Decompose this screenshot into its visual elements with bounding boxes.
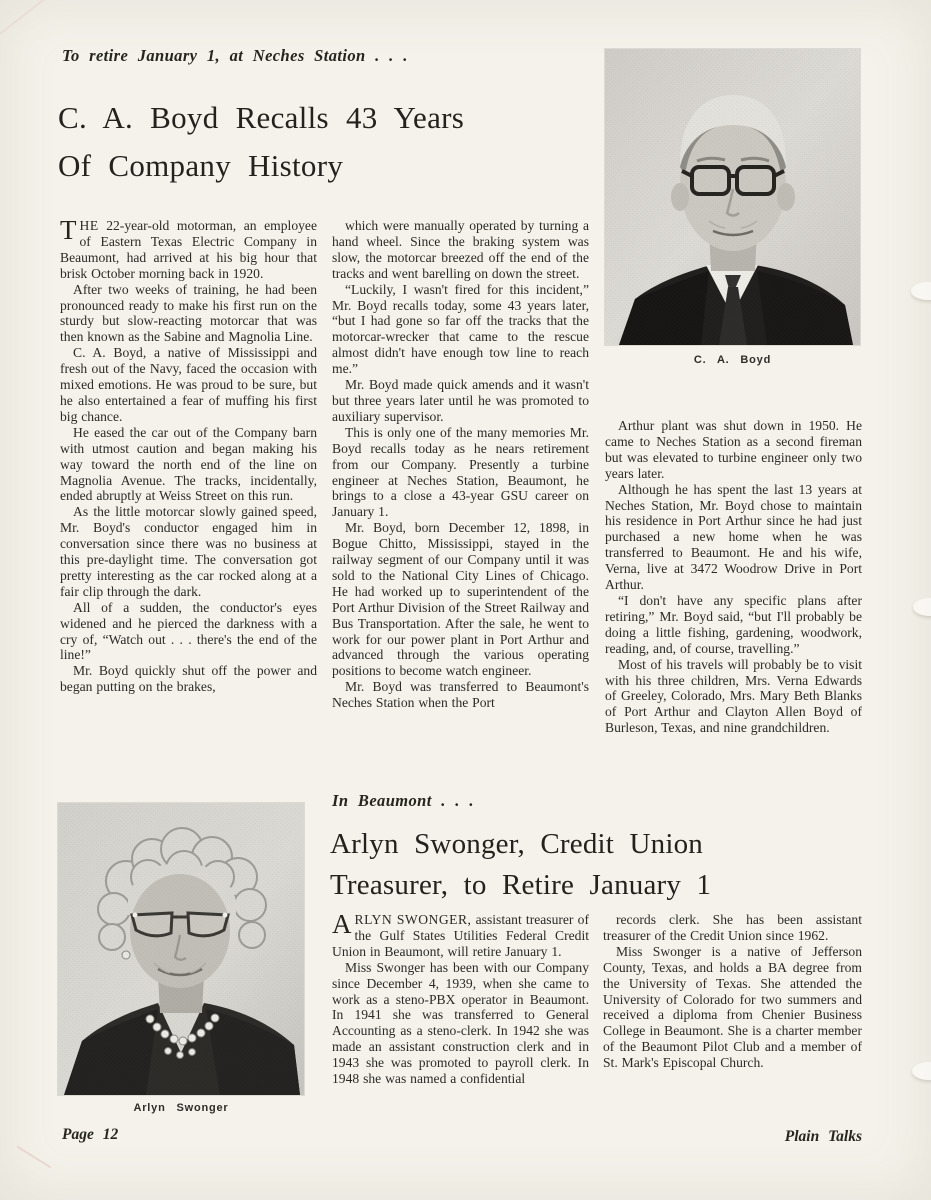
paragraph: Mr. Boyd was transferred to Beaumont's Neches Station when the Port	[332, 679, 589, 711]
article1-lead-caps: HE	[79, 218, 99, 233]
swonger-portrait-illustration	[58, 803, 304, 1095]
paragraph: This is only one of the many memories Mr. Boyd recalls today as he nears retirement from our Company. Presently a turbine engineer at Neches Station, Beaumont, he brings to a close a 43-year GSU career on January 1.	[332, 424, 589, 520]
paragraph: records clerk. She has been assistant treasurer of the Credit Union since 1962.	[603, 912, 862, 943]
publication-name: Plain Talks	[784, 1128, 862, 1145]
paragraph: Although he has spent the last 13 years at Neches Station, Mr. Boyd chose to maintain his residence in Port Arthur since he had just purchased a new home when he was transferred to Beaumont. He and his wife, Verna, live at 3472 Woodrow Drive in Port Arthur.	[605, 481, 862, 593]
article2-lead-paragraph	[332, 912, 589, 960]
paragraph: Miss Swonger has been with our Company since December 4, 1939, when she came to work as a steno-PBX operator in Beaumont. In 1941 she was transferred to General Accounting as a steno-clerk. In 1942 she was made an assistant construction clerk and in 1943 she was promoted to payroll clerk. In 1948 she was named a confidential	[332, 959, 589, 1087]
swonger-photo-caption: Arlyn Swonger	[133, 1102, 229, 1114]
paper-crease-top-left	[0, 0, 50, 35]
article2-headline	[330, 824, 711, 906]
paragraph: “Luckily, I wasn't fired for this incident,” Mr. Boyd recalls today, some 43 years later, “but I had gone so far off the tracks that the motorcar-wrecker that came to the rescue almost didn't have enough tow line to reach me.”	[332, 281, 589, 377]
article1-lead-paragraph	[60, 218, 317, 282]
article1-column3-paragraphs	[605, 418, 862, 736]
article1-column2	[332, 218, 589, 776]
article2-lead-text: assistant treasurer of the Gulf States Utilities Federal Credit Union in Beaumont, will retire January 1.	[332, 912, 589, 959]
article1-lead-text: 22-year-old motorman, an employee of Eastern Texas Electric Company in Beaumont, had arrived at his big hour that brisk October morning back in 1920.	[60, 218, 317, 281]
article2-headline-line2: Treasurer, to Retire January 1	[330, 869, 712, 901]
article1-headline	[58, 94, 464, 190]
article2-headline-line1: Arlyn Swonger, Credit Union	[330, 828, 703, 860]
paragraph: Mr. Boyd, born December 12, 1898, in Bogue Chitto, Mississippi, stayed in the railway segment of our Company until it was sold to the National City Lines of Chicago. He had worked up to superintendent of the Port Arthur Division of the Street Railway and Bus Transportation. After the sale, he went to work for our power plant in Port Arthur and advanced through the various operating positions to become watch engineer.	[332, 520, 589, 679]
swonger-portrait-photo	[58, 803, 304, 1095]
boyd-portrait-photo	[605, 49, 860, 345]
paragraph: Mr. Boyd quickly shut off the power and began putting on the brakes,	[60, 663, 317, 695]
article1-column2-paragraphs	[332, 218, 589, 711]
page-curl-mark	[911, 282, 931, 300]
article1-column1	[60, 218, 317, 776]
article2-column2	[603, 912, 862, 1142]
article2-column2-paragraphs	[603, 912, 862, 1071]
paragraph: Arthur plant was shut down in 1950. He came to Neches Station as a second fireman but was elevated to turbine engineer only two years later.	[605, 418, 862, 481]
paragraph: Miss Swonger is a native of Jefferson County, Texas, and holds a BA degree from the University of Texas. She attended the University of Colorado for two summers and received a diploma from Chenier Business College in Beaumont. She is a charter member of the Beaumont Pilot Club and a member of St. Mark's Episcopal Church.	[603, 943, 862, 1071]
paragraph: Most of his travels will probably be to visit with his three children, Mrs. Verna Edwards of Greeley, Colorado, Mrs. Mary Beth Blanks of Port Arthur and Clayton Allen Boyd of Burleson, Texas, and nine grandchildren.	[605, 656, 862, 736]
paragraph: He eased the car out of the Company barn with utmost caution and began making his way toward the north end of the line on Magnolia Avenue. The tracks, incidentally, ended abruptly at Weiss Street on this run.	[60, 424, 317, 504]
page-curl-mark	[912, 1062, 931, 1080]
article1-column1-paragraphs	[60, 282, 317, 696]
article1-dropcap: T	[60, 218, 77, 245]
article1-column3	[605, 418, 862, 778]
article2-column1	[332, 912, 589, 1142]
paragraph: Mr. Boyd made quick amends and it wasn't but three years later until he was promoted to auxiliary supervisor.	[332, 377, 589, 424]
paragraph: As the little motorcar slowly gained speed, Mr. Boyd's conductor engaged him in conversation since there was no business at this pre-daylight time. The conversation got pretty interesting as the car rocked along at a fair clip through the dark.	[60, 504, 317, 599]
article1-kicker: To retire January 1, at Neches Station . . .	[62, 46, 408, 65]
paragraph: “I don't have any specific plans after retiring,” Mr. Boyd said, “but I'll probably be doing a little fishing, gardening, woodwork, reading, and, of course, travelling.”	[605, 592, 862, 656]
paragraph: All of a sudden, the conductor's eyes widened and he pierced the darkness with a cry of, “Watch out . . . there's the end of the line!”	[60, 599, 317, 663]
article2-lead-caps: RLYN SWONGER,	[354, 912, 472, 927]
paper-crease-bottom-left	[17, 1146, 52, 1169]
paragraph: After two weeks of training, he had been pronounced ready to make his first run on the sturdy but slow-reacting motorcar that was then known as the Sabine and Magnolia Line.	[60, 281, 317, 345]
boyd-photo-caption: C. A. Boyd	[693, 354, 772, 366]
article2-kicker: In Beaumont . . .	[332, 791, 474, 810]
article1-headline-line2: Of Company History	[58, 148, 344, 183]
article2-column1-paragraphs	[332, 960, 589, 1087]
article1-headline-line1: C. A. Boyd Recalls 43 Years	[58, 100, 465, 135]
page-number: Page 12	[62, 1126, 119, 1143]
paragraph: C. A. Boyd, a native of Mississippi and fresh out of the Navy, faced the occasion with mixed emotions. He was proud to be sure, but he also entertained a fear of muffing his first big chance.	[60, 345, 317, 424]
page-curl-mark	[913, 598, 931, 616]
boyd-portrait-illustration	[605, 49, 860, 345]
article2-dropcap: A	[332, 912, 352, 939]
paragraph: which were manually operated by turning a hand wheel. Since the braking system was slow, the motorcar breezed off the end of the tracks and went barelling on down the street.	[332, 218, 589, 281]
